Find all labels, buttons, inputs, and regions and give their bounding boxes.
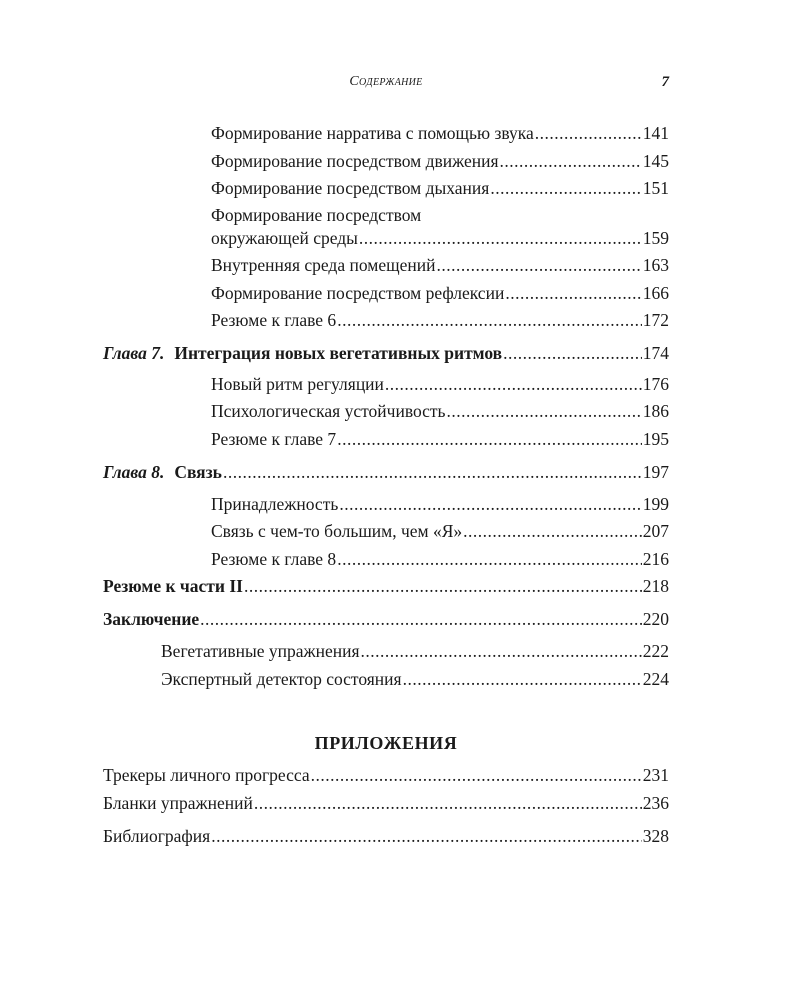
toc-entry-page: 231 <box>642 765 669 785</box>
toc-entry-page: 195 <box>642 429 669 449</box>
toc-entry-page: 207 <box>642 521 669 541</box>
toc-entry-title: Резюме к части II <box>103 576 243 596</box>
toc-entry-page: 166 <box>642 283 669 303</box>
toc-entry-page: 199 <box>642 494 669 514</box>
appendix-entry[interactable] <box>103 762 669 786</box>
toc-part-entry[interactable] <box>103 573 669 597</box>
toc-part-entry[interactable] <box>103 606 669 630</box>
toc-entry[interactable] <box>211 225 669 249</box>
appendix-entry[interactable] <box>103 790 669 814</box>
dot-leader <box>337 309 642 331</box>
toc-entry-title: Формирование нарратива с помощью звука <box>211 123 534 143</box>
toc-entry[interactable] <box>211 546 669 570</box>
toc-entry-title: Психологическая устойчивость <box>211 401 446 421</box>
toc-entry-page: 145 <box>642 151 669 171</box>
dot-leader <box>244 575 642 597</box>
toc-entry-page: 224 <box>642 669 669 689</box>
dot-leader <box>254 792 642 814</box>
toc-entry-title: Формирование посредством рефлексии <box>211 283 505 303</box>
dot-leader <box>535 122 642 144</box>
dot-leader <box>200 608 642 630</box>
toc-entry-title: Внутренняя среда помещений <box>211 255 436 275</box>
chapter-label: Глава 7. <box>103 343 165 363</box>
toc-entry[interactable] <box>211 307 669 331</box>
toc-entry[interactable] <box>211 426 669 450</box>
dot-leader <box>223 461 642 483</box>
toc-entry-title: Формирование посредством дыхания <box>211 178 490 198</box>
toc-entry-page: 151 <box>642 178 669 198</box>
toc-entry-title: Принадлежность <box>211 494 339 514</box>
toc-entry-title: Резюме к главе 6 <box>211 310 337 330</box>
toc-entry-title: Трекеры личного прогресса <box>103 765 310 785</box>
dot-leader <box>436 254 641 276</box>
page-header <box>103 74 669 92</box>
toc-entry-title: Связь <box>174 462 222 482</box>
dot-leader <box>503 342 642 364</box>
toc-entry-page: 197 <box>642 462 669 482</box>
toc-entry-title-line1: Формирование посредством <box>211 205 422 225</box>
toc-entry[interactable] <box>211 491 669 515</box>
toc-entry-page: 220 <box>642 609 669 629</box>
dot-leader <box>311 764 642 786</box>
toc-entry-page: 236 <box>642 793 669 813</box>
toc-entry-title: Заключение <box>103 609 200 629</box>
toc-chapter-entry[interactable] <box>103 459 669 483</box>
toc-entry[interactable] <box>161 638 669 662</box>
toc-entry[interactable] <box>211 280 669 304</box>
toc-entry[interactable] <box>211 175 669 199</box>
page-number: 7 <box>661 74 669 90</box>
dot-leader <box>339 493 641 515</box>
toc-entry-title: Бланки упражнений <box>103 793 253 813</box>
toc-entry-title: Экспертный детектор состояния <box>161 669 402 689</box>
dot-leader <box>505 282 641 304</box>
toc-entry[interactable] <box>211 518 669 542</box>
dot-leader <box>463 520 642 542</box>
toc-entry-page: 222 <box>642 641 669 661</box>
toc-entry[interactable] <box>211 120 669 144</box>
toc-entry-page: 163 <box>642 255 669 275</box>
dot-leader <box>359 227 642 249</box>
dot-leader <box>403 668 642 690</box>
dot-leader <box>337 548 642 570</box>
toc-entry-page: 218 <box>642 576 669 596</box>
toc-entry-page: 176 <box>642 374 669 394</box>
toc-entry[interactable] <box>211 398 669 422</box>
toc-entry-page: 328 <box>642 826 669 846</box>
toc-entry-title: Связь с чем-то большим, чем «Я» <box>211 521 463 541</box>
toc-entry-title: Библиография <box>103 826 211 846</box>
toc-entry-page: 159 <box>642 228 669 248</box>
dot-leader <box>490 177 641 199</box>
toc-entry-title: Новый ритм регуляции <box>211 374 384 394</box>
toc-entry-page: 172 <box>642 310 669 330</box>
dot-leader <box>361 640 642 662</box>
toc-entry[interactable] <box>211 148 669 172</box>
toc-entry-page: 186 <box>642 401 669 421</box>
dot-leader <box>211 825 642 847</box>
running-title: Содержание <box>349 74 423 89</box>
dot-leader <box>500 150 642 172</box>
toc-chapter-entry[interactable] <box>103 340 669 364</box>
dot-leader <box>447 400 642 422</box>
toc-entry[interactable] <box>161 666 669 690</box>
appendix-heading: ПРИЛОЖЕНИЯ <box>314 733 458 753</box>
toc-entry-title: Вегетативные упражнения <box>161 641 360 661</box>
dot-leader <box>337 428 642 450</box>
appendix-entry[interactable] <box>103 823 669 847</box>
toc-entry-page: 216 <box>642 549 669 569</box>
toc-entry[interactable] <box>211 371 669 395</box>
toc-entry-title: Формирование посредством движения <box>211 151 499 171</box>
chapter-label: Глава 8. <box>103 462 165 482</box>
dot-leader <box>385 373 642 395</box>
toc-entry-title: Интеграция новых вегетативных ритмов <box>174 343 503 363</box>
toc-entry-page: 174 <box>642 343 669 363</box>
toc-entry-title: Резюме к главе 7 <box>211 429 337 449</box>
toc-entry-title: Резюме к главе 8 <box>211 549 337 569</box>
toc-entry[interactable] <box>211 252 669 276</box>
toc-entry-page: 141 <box>642 123 669 143</box>
toc-entry-title: окружающей среды <box>211 228 358 248</box>
